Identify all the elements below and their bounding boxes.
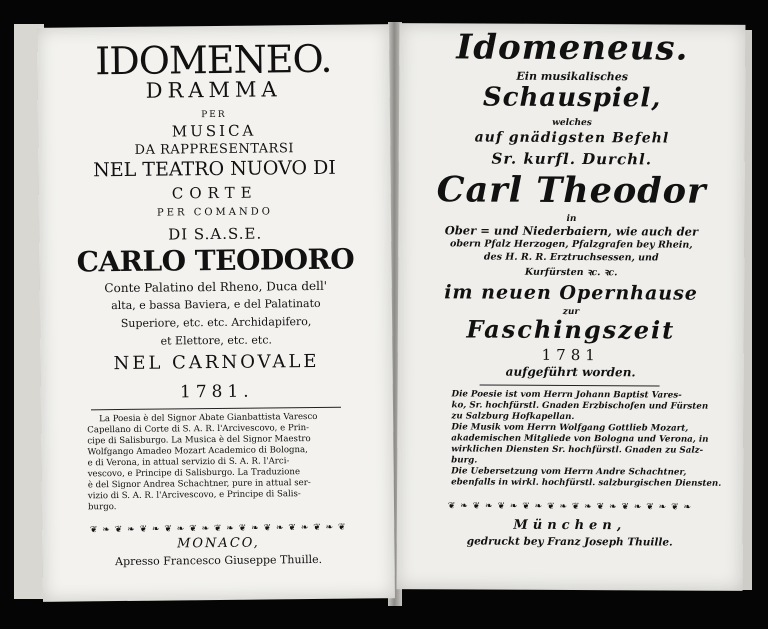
left-credits xyxy=(87,411,378,513)
left-page-italian xyxy=(37,24,395,602)
left-credit-line: Capellano di Corte di S. A. R. l'Arcivescovo, e Prin- xyxy=(87,423,310,436)
right-printer: gedruckt bey Franz Joseph Thuille. xyxy=(466,535,673,549)
left-credit-line: cipe di Salisburgo. La Musica è del Signor Maestro xyxy=(87,434,311,447)
right-credit-line: Die Poesie ist vom Herrn Johann Baptist Vares- xyxy=(451,389,682,401)
right-ornament-rule: ❦ ❧ ❦ ❧ ❦ ❧ ❦ ❧ ❦ ❧ ❦ ❧ ❦ ❧ ❦ ❧ ❦ ❧ ❦ ❧ xyxy=(447,501,693,513)
right-line-durchl: Sr. kurfl. Durchl. xyxy=(491,149,653,169)
right-titles-3: des H. R. R. Erztruchsessen, und xyxy=(483,251,659,264)
right-titles-1: Ober = und Niederbaiern, wie auch der xyxy=(444,223,699,239)
right-titles-4: Kurfürsten ꝛc. ꝛc. xyxy=(524,266,618,279)
right-line-ein-musikalisches: Ein musikalisches xyxy=(516,69,629,84)
left-subtitle: DRAMMA xyxy=(145,77,282,103)
left-season: NEL CARNOVALE xyxy=(113,350,320,375)
right-credit-line: Die Uebersetzung vom Herrn Andre Schachtner, xyxy=(451,466,687,478)
left-credit-line: è del Signor Andrea Schachtner, pure in attual ser- xyxy=(87,478,311,491)
right-line-faschingszeit: Faschingszeit xyxy=(466,314,676,345)
left-name: CARLO TEODORO xyxy=(76,242,355,279)
left-year: 1781. xyxy=(179,381,254,403)
right-credit-line: akademischen Mitgliede von Bologna und Verona, in xyxy=(451,433,709,445)
right-line-opernhause: im neuen Opernhause xyxy=(444,281,698,305)
left-titles-4: et Elettore, etc. etc. xyxy=(160,333,273,348)
left-titles-1: Conte Palatino del Rheno, Duca dell' xyxy=(104,278,328,296)
left-ornament-rule: ❦ ❧ ❦ ❧ ❦ ❧ ❦ ❧ ❦ ❧ ❦ ❧ ❦ ❧ ❦ ❧ ❦ ❧ ❦ ❧ ❦ xyxy=(89,522,347,536)
left-da-rappresentarsi: DA RAPPRESENTARSI xyxy=(134,141,295,158)
right-name: Carl Theodor xyxy=(436,169,707,212)
right-title: Idomeneus. xyxy=(456,27,689,69)
right-credits xyxy=(451,389,742,490)
left-credit-line: burgo. xyxy=(87,502,117,513)
left-titles-3: Superiore, etc. etc. Archidapifero, xyxy=(120,315,312,330)
left-credit-line: vizio di S. A. R. l'Arcivescovo, e Principe di Salis- xyxy=(87,489,301,502)
right-line-welches: welches xyxy=(552,117,592,129)
left-corte: CORTE xyxy=(171,183,258,203)
left-nel-teatro: NEL TEATRO NUOVO DI xyxy=(93,156,336,182)
right-performed: aufgeführt worden. xyxy=(505,364,636,380)
right-credit-line: zu Salzburg Hofkapellan. xyxy=(451,411,575,423)
right-line-befehl: auf gnädigsten Befehl xyxy=(474,129,670,147)
right-credit-line: Die Musik vom Herrn Wolfgang Gottlieb Mozart, xyxy=(451,422,689,434)
left-city: MONACO, xyxy=(176,535,260,552)
right-credit-line: ebenfalls in wirkl. hochfürstl. salzburgischen Diensten. xyxy=(451,477,722,489)
left-credit-line: e di Verona, in attual servizio di S. A. R. l'Arci- xyxy=(87,456,290,469)
left-titles-2: alta, e bassa Baviera, e del Palatinato xyxy=(111,296,321,313)
right-credit-line: wirklichen Diensten Sr. hochfürstl. Gnaden zu Salz- xyxy=(451,444,704,456)
left-credit-line: Wolfgango Amadeo Mozart Academico di Bologna, xyxy=(87,445,308,458)
right-credit-line: burg. xyxy=(451,455,478,466)
left-di-sase: DI S.A.S.E. xyxy=(168,224,263,244)
right-titles-2: obern Pfalz Herzogen, Pfalzgrafen bey Rhein, xyxy=(449,238,693,251)
right-line-schauspiel: Schauspiel, xyxy=(482,82,662,114)
left-rule-1 xyxy=(91,407,341,411)
left-credit-line: La Poesia è del Signor Abate Gianbattista Varesco xyxy=(99,411,318,425)
left-musica: MUSICA xyxy=(171,121,257,141)
left-credit-line: vescovo, e Principe di Salisburgo. La Traduzione xyxy=(87,467,301,480)
right-rule-1 xyxy=(480,385,660,387)
right-line-zur: zur xyxy=(562,306,580,318)
left-title: IDOMENEO. xyxy=(94,36,332,84)
right-city: München, xyxy=(513,517,627,534)
left-printer: Apresso Francesco Giuseppe Thuille. xyxy=(115,552,323,569)
left-per-comando: PER COMANDO xyxy=(156,206,274,219)
right-page-german xyxy=(397,23,746,591)
right-credit-line: ko, Sr. hochfürstl. Gnaden Erzbischofen und Fürsten xyxy=(451,400,709,412)
left-per: PER xyxy=(201,109,227,121)
right-year: 1781 xyxy=(541,345,600,365)
right-line-in: in xyxy=(566,213,577,225)
